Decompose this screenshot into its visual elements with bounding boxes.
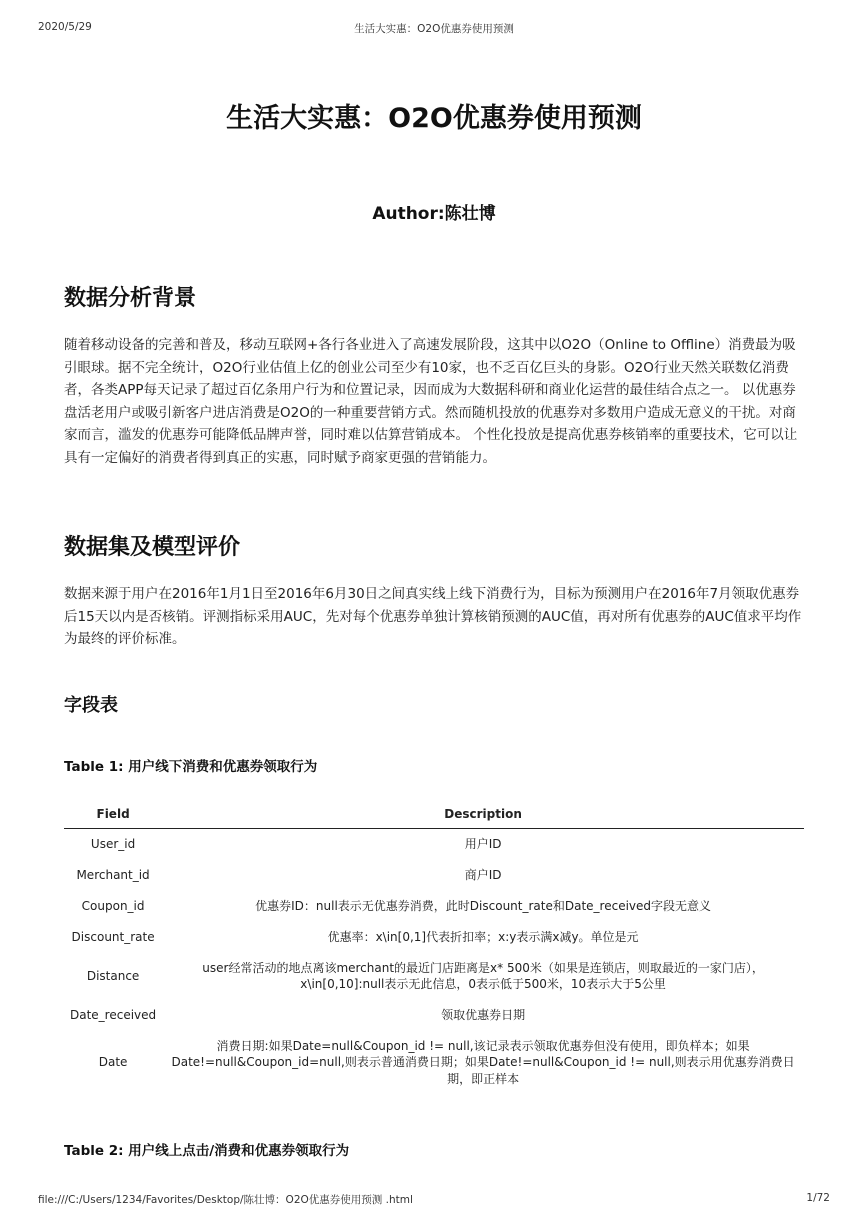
print-date: 2020/5/29 [38, 21, 92, 33]
table-row [64, 953, 804, 1000]
background-paragraph: 随着移动设备的完善和普及，移动互联网+各行各业进入了高速发展阶段，这其中以O2O（Online to Offline）消费最为吸引眼球。据不完全统计，O2O行业估值上亿的创业公司至少有10家，也不乏百亿巨头的身影。O2O行业天然关联数亿消费者，各类APP每天记录了超过百亿条用户行为和位置记录，因而成为大数据科研和商业化运营的最佳结合点之一。 以优惠券盘活老用户或吸引新客户进店消费是O2O的一种重要营销方式。然而随机投放的优惠券对多数用户造成无意义的干扰。对商家而言，滥发的优惠券可能降低品牌声誉，同时难以估算营销成本。 个性化投放是提高优惠券核销率的重要技术，它可以让具有一定偏好的消费者得到真正的实惠，同时赋予商家更强的营销能力。 [64, 337, 798, 466]
table2-caption: Table 2: 用户线上点击/消费和优惠券领取行为 [64, 1143, 350, 1159]
author-line: Author:陈壮博 [372, 204, 496, 224]
cell-field: Date [98, 1055, 128, 1070]
table-row [64, 860, 804, 891]
print-footer [38, 1192, 830, 1208]
document-title: 生活大实惠：O2O优惠券使用预测 [226, 103, 642, 134]
table-row [64, 829, 804, 860]
cell-field: Distance [86, 968, 140, 983]
table-row [64, 1000, 804, 1031]
cell-field: Merchant_id [76, 867, 150, 882]
print-file-path: file:///C:/Users/1234/Favorites/Desktop/陈壮博：O2O优惠券使用预测 .html [38, 1194, 413, 1206]
table-header-row [64, 800, 804, 829]
cell-description: 消费日期:如果Date=null&Coupon_id != null,该记录表示领取优惠券但没有使用，即负样本；如果Date!=null&Coupon_id=null,则表示普通消费日期；如果Date!=null&Coupon_id != null,则表示用优惠券消费日期，即正样本 [171, 1038, 795, 1086]
header-description: Description [162, 800, 804, 829]
section-heading-dataset: 数据集及模型评价 [64, 535, 241, 560]
print-page-title: 生活大实惠：O2O优惠券使用预测 [354, 23, 514, 35]
cell-description: 优惠率：x\in[0,1]代表折扣率；x:y表示满x减y。单位是元 [327, 929, 639, 944]
header-field: Field [64, 800, 162, 829]
cell-field: Discount_rate [71, 929, 155, 944]
cell-field: User_id [90, 837, 136, 851]
table-row [64, 891, 804, 922]
cell-field: Coupon_id [81, 898, 145, 913]
cell-description: 领取优惠券日期 [441, 1007, 526, 1022]
table1-caption: Table 1: 用户线下消费和优惠券领取行为 [64, 759, 318, 775]
section-heading-background: 数据分析背景 [64, 286, 197, 311]
print-page-number: 1/72 [806, 1192, 830, 1204]
cell-description: user经常活动的地点离该merchant的最近门店距离是x* 500米（如果是连锁店，则取最近的一家门店），x\in[0,10]:null表示无此信息，0表示低于500米，10表示大于5公里 [202, 960, 764, 991]
cell-description: 商户ID [464, 867, 502, 882]
dataset-paragraph: 数据来源于用户在2016年1月1日至2016年6月30日之间真实线上线下消费行为，目标为预测用户在2016年7月领取优惠券后15天以内是否核销。评测指标采用AUC，先对每个优惠券单独计算核销预测的AUC值，再对所有优惠券的AUC值求平均作为最终的评价标准。 [64, 586, 802, 647]
table-row [64, 1031, 804, 1095]
field-table-1 [64, 800, 804, 1095]
cell-description: 用户ID [464, 837, 502, 851]
section-heading-fields: 字段表 [64, 695, 118, 716]
table-row [64, 922, 804, 953]
cell-field: Date_received [70, 1007, 157, 1022]
print-header [38, 21, 830, 37]
cell-description: 优惠券ID：null表示无优惠券消费，此时Discount_rate和Date_received字段无意义 [255, 898, 712, 913]
